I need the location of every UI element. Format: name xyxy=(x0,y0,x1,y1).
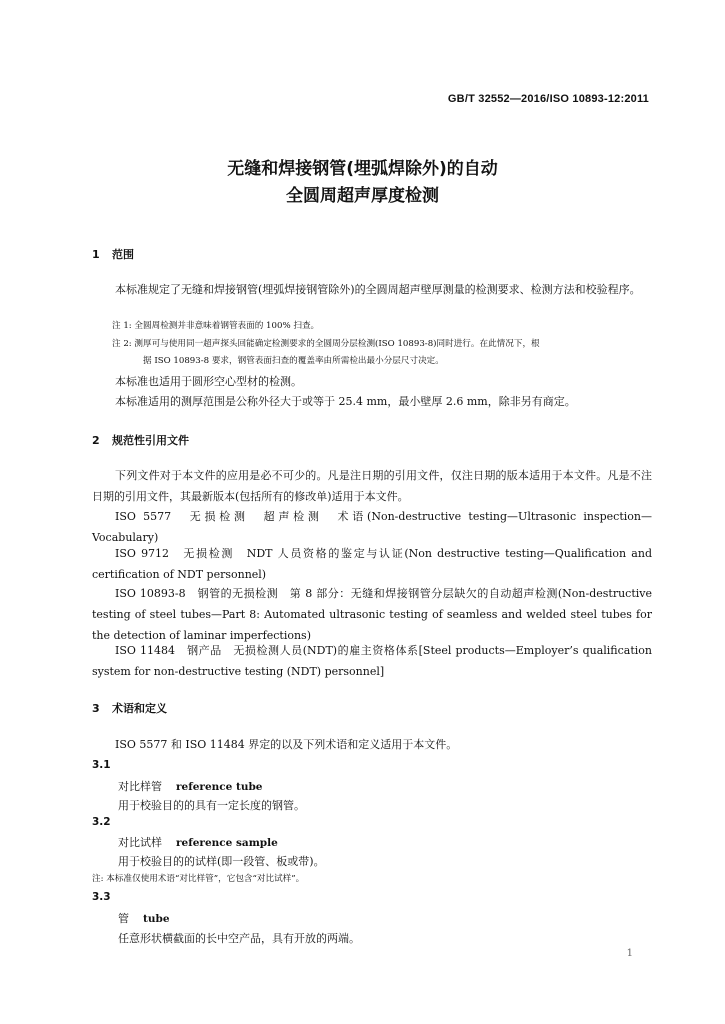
title-line-1: 无缝和焊接钢管(埋弧焊除外)的自动 xyxy=(227,159,498,179)
references-intro: 下列文件对于本文件的应用是必不可少的。凡是注日期的引用文件，仅注日期的版本适用于本文件。凡是不注日期的引用文件，其最新版本(包括所有的修改单)适用于本文件。 xyxy=(92,469,652,503)
section-2-heading xyxy=(92,432,189,448)
scope-paragraph-3: 本标准适用的测厚范围是公称外径大于或等于 25.4 mm，最小壁厚 2.6 mm，除非另有商定。 xyxy=(115,395,576,408)
term-definition: 用于校验目的的具有一定长度的钢管。 xyxy=(118,799,305,812)
term-number: 3.3 xyxy=(92,891,111,903)
scope-note-2-line-1: 注 2: 测厚可与使用同一超声探头回能确定检测要求的全圆周分层检测(ISO 10893-8)同时进行。在此情况下，根 xyxy=(112,339,540,349)
reference-iso-5577: ISO 5577 无损检测 超声检测 术语(Non-destructive testing—Ultrasonic inspection— Vocabulary) xyxy=(92,510,652,544)
term-name-en: tube xyxy=(143,913,170,925)
reference-iso-11484: ISO 11484 钢产品 无损检测人员(NDT)的雇主资格体系[Steel products—Employer’s qualification system for non-destructive testing (NDT) personnel] xyxy=(92,644,652,678)
section-3-heading xyxy=(92,700,167,716)
term-definition: 任意形状横截面的长中空产品，具有开放的两端。 xyxy=(118,932,360,945)
term-name-zh: 管 xyxy=(118,912,129,925)
page-number: 1 xyxy=(626,948,633,959)
title-line-2: 全圆周超声厚度检测 xyxy=(286,186,439,206)
term-note: 注: 本标准仅使用术语“对比样管”，它包含“对比试样”。 xyxy=(92,874,305,884)
standard-code: GB/T 32552—2016/ISO 10893-12:2011 xyxy=(447,93,649,105)
scope-note-2-line-2: 据 ISO 10893-8 要求，钢管表面扫查的覆盖率由所需检出最小分层尺寸决定。 xyxy=(143,356,444,366)
scope-note-2 xyxy=(112,336,652,370)
section-1-heading xyxy=(92,246,134,262)
reference-iso-10893-8: ISO 10893-8 钢管的无损检测 第 8 部分：无缝和焊接钢管分层缺欠的自动超声检测(Non-destructive testing of steel tubes—Part 8: Automated ultrasonic testing of seamless and welded steel tubes for the detection of laminar imperfections) xyxy=(92,587,652,642)
term-name-en: reference tube xyxy=(176,781,263,793)
section-number: 1 xyxy=(92,248,100,261)
term-number: 3.1 xyxy=(92,759,111,771)
term-name xyxy=(118,834,278,850)
scope-paragraph: 本标准规定了无缝和焊接钢管(埋弧焊接钢管除外)的全圆周超声壁厚测量的检测要求、检测方法和校验程序。 xyxy=(115,283,641,296)
scope-note-1: 注 1: 全圆周检测并非意味着钢管表面的 100% 扫查。 xyxy=(112,321,320,331)
term-name xyxy=(118,910,170,926)
reference-iso-9712: ISO 9712 无损检测 NDT 人员资格的鉴定与认证(Non destructive testing—Qualification and certification of NDT personnel) xyxy=(92,547,652,581)
term-number: 3.2 xyxy=(92,816,111,828)
document-title xyxy=(0,156,725,210)
section-number: 2 xyxy=(92,434,100,447)
section-title: 术语和定义 xyxy=(112,702,167,715)
term-name-zh: 对比试样 xyxy=(118,836,162,849)
section-title: 规范性引用文件 xyxy=(112,434,189,447)
term-name xyxy=(118,778,263,794)
term-name-en: reference sample xyxy=(176,837,278,849)
section-number: 3 xyxy=(92,702,100,715)
terms-intro: ISO 5577 和 ISO 11484 界定的以及下列术语和定义适用于本文件。 xyxy=(115,738,458,751)
term-definition: 用于校验目的的试样(即一段管、板或带)。 xyxy=(118,855,325,868)
term-name-zh: 对比样管 xyxy=(118,780,162,793)
scope-paragraph-2: 本标准也适用于圆形空心型材的检测。 xyxy=(115,375,302,388)
section-title: 范围 xyxy=(112,248,134,261)
